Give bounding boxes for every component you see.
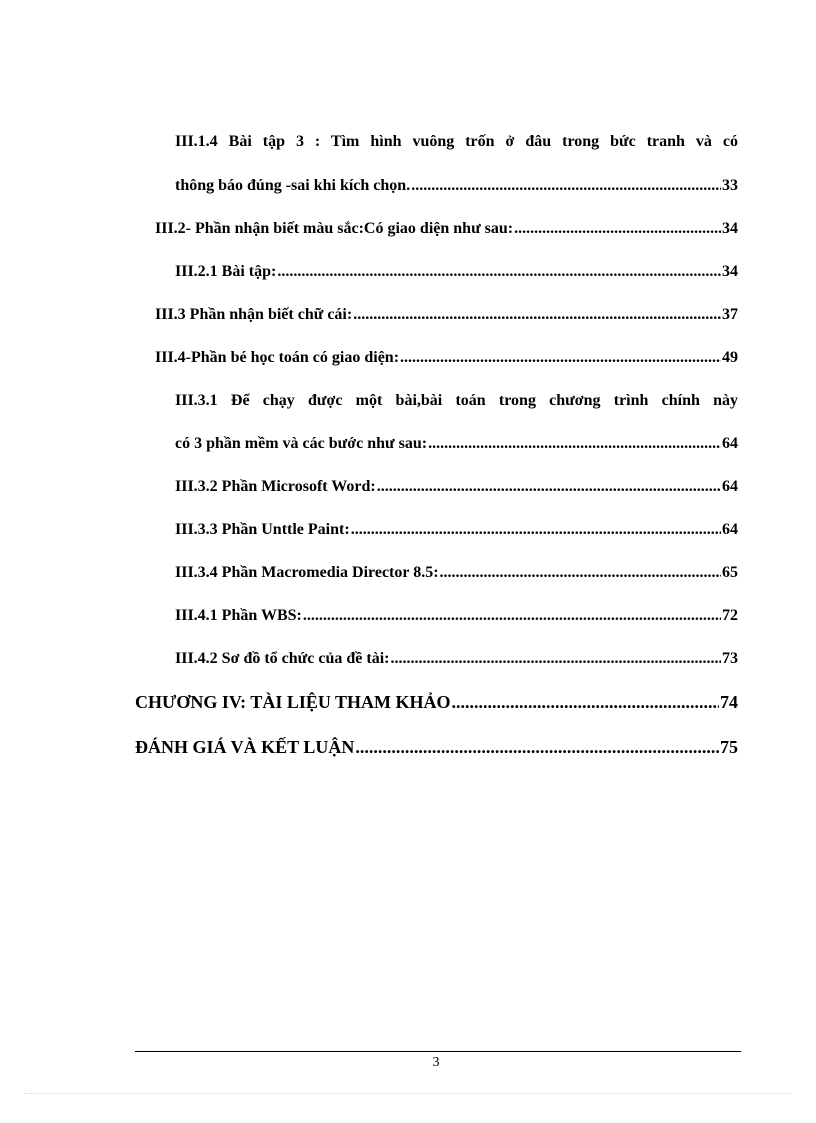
toc-page-number: 64 [722,478,738,495]
toc-entry-text: III.2- Phần nhận biết màu sắc:Có giao diện như sau: [155,220,514,237]
toc-entry-iii-3-4[interactable] [175,564,738,582]
page-edge-divider [24,1093,792,1094]
toc-entry-text-line1: III.1.4 Bài tập 3 : Tìm hình vuông trốn ở đâu trong bức tranh và có [175,133,738,150]
toc-entry-iii-3-1-cont[interactable] [175,435,738,453]
toc-page-number: 37 [722,306,738,323]
toc-entry-text: CHƯƠNG IV: TÀI LIỆU THAM KHẢO [135,692,451,712]
toc-entry-text: III.3 Phần nhận biết chữ cái: [155,306,353,323]
toc-entry-text: III.4.1 Phần WBS: [175,607,302,624]
footer-rule [135,1051,741,1052]
toc-page-number: 49 [722,349,738,366]
toc-leader-dots [351,521,721,539]
toc-leader-dots [452,692,719,713]
page-number: 3 [432,1055,440,1070]
toc-entry-iii-4[interactable] [155,349,738,367]
toc-entry-iii-2[interactable] [155,220,738,238]
toc-page-number: 72 [722,607,738,624]
toc-entry-text-line2: có 3 phần mềm và các bước như sau: [175,435,428,452]
toc-leader-dots [390,650,721,668]
toc-leader-dots [514,220,721,238]
toc-page-number: 65 [722,564,738,581]
toc-leader-dots [355,737,719,758]
toc-entry-danh-gia[interactable] [135,737,738,758]
toc-leader-dots [400,349,721,367]
toc-leader-dots [411,177,721,195]
toc-entry-iii-1-4-cont[interactable] [175,177,738,195]
toc-entry-text: III.2.1 Bài tập: [175,263,277,280]
toc-page-number: 75 [720,737,738,757]
toc-entry-text: III.4.2 Sơ đồ tổ chức của đề tài: [175,650,390,667]
toc-entry-text-line2: thông báo đúng -sai khi kích chọn. [175,177,411,194]
toc-page-number: 34 [722,263,738,280]
toc-entry-text: III.3.3 Phần Unttle Paint: [175,521,350,538]
toc-entry-iii-3-1[interactable] [175,392,738,410]
toc-leader-dots [377,478,721,496]
toc-entry-iii-3-2[interactable] [175,478,738,496]
toc-page-number: 64 [722,521,738,538]
toc-entry-text: III.3.2 Phần Microsoft Word: [175,478,376,495]
toc-entry-iii-1-4[interactable] [175,133,738,151]
toc-page-number: 74 [720,692,738,712]
toc-entry-iii-4-2[interactable] [175,650,738,668]
toc-entry-iii-2-1[interactable] [175,263,738,281]
toc-leader-dots [303,607,721,625]
toc-entry-text: III.4-Phần bé học toán có giao diện: [155,349,400,366]
toc-page-number: 73 [722,650,738,667]
toc-leader-dots [277,263,721,281]
toc-page-number: 64 [722,435,738,452]
toc-entry-text: III.3.4 Phần Macromedia Director 8.5: [175,564,439,581]
toc-leader-dots [428,435,721,453]
toc-entry-iii-3[interactable] [155,306,738,324]
toc-entry-iii-3-3[interactable] [175,521,738,539]
toc-entry-chuong-iv[interactable] [135,692,738,713]
toc-page-number: 33 [722,177,738,194]
toc-entry-text: ĐÁNH GIÁ VÀ KẾT LUẬN [135,737,355,757]
toc-entry-iii-4-1[interactable] [175,607,738,625]
toc-leader-dots [440,564,721,582]
toc-page-number: 34 [722,220,738,237]
toc-entry-text-line1: III.3.1 Để chạy được một bài,bài toán trong chương trình chính này [175,392,738,409]
toc-leader-dots [353,306,721,324]
